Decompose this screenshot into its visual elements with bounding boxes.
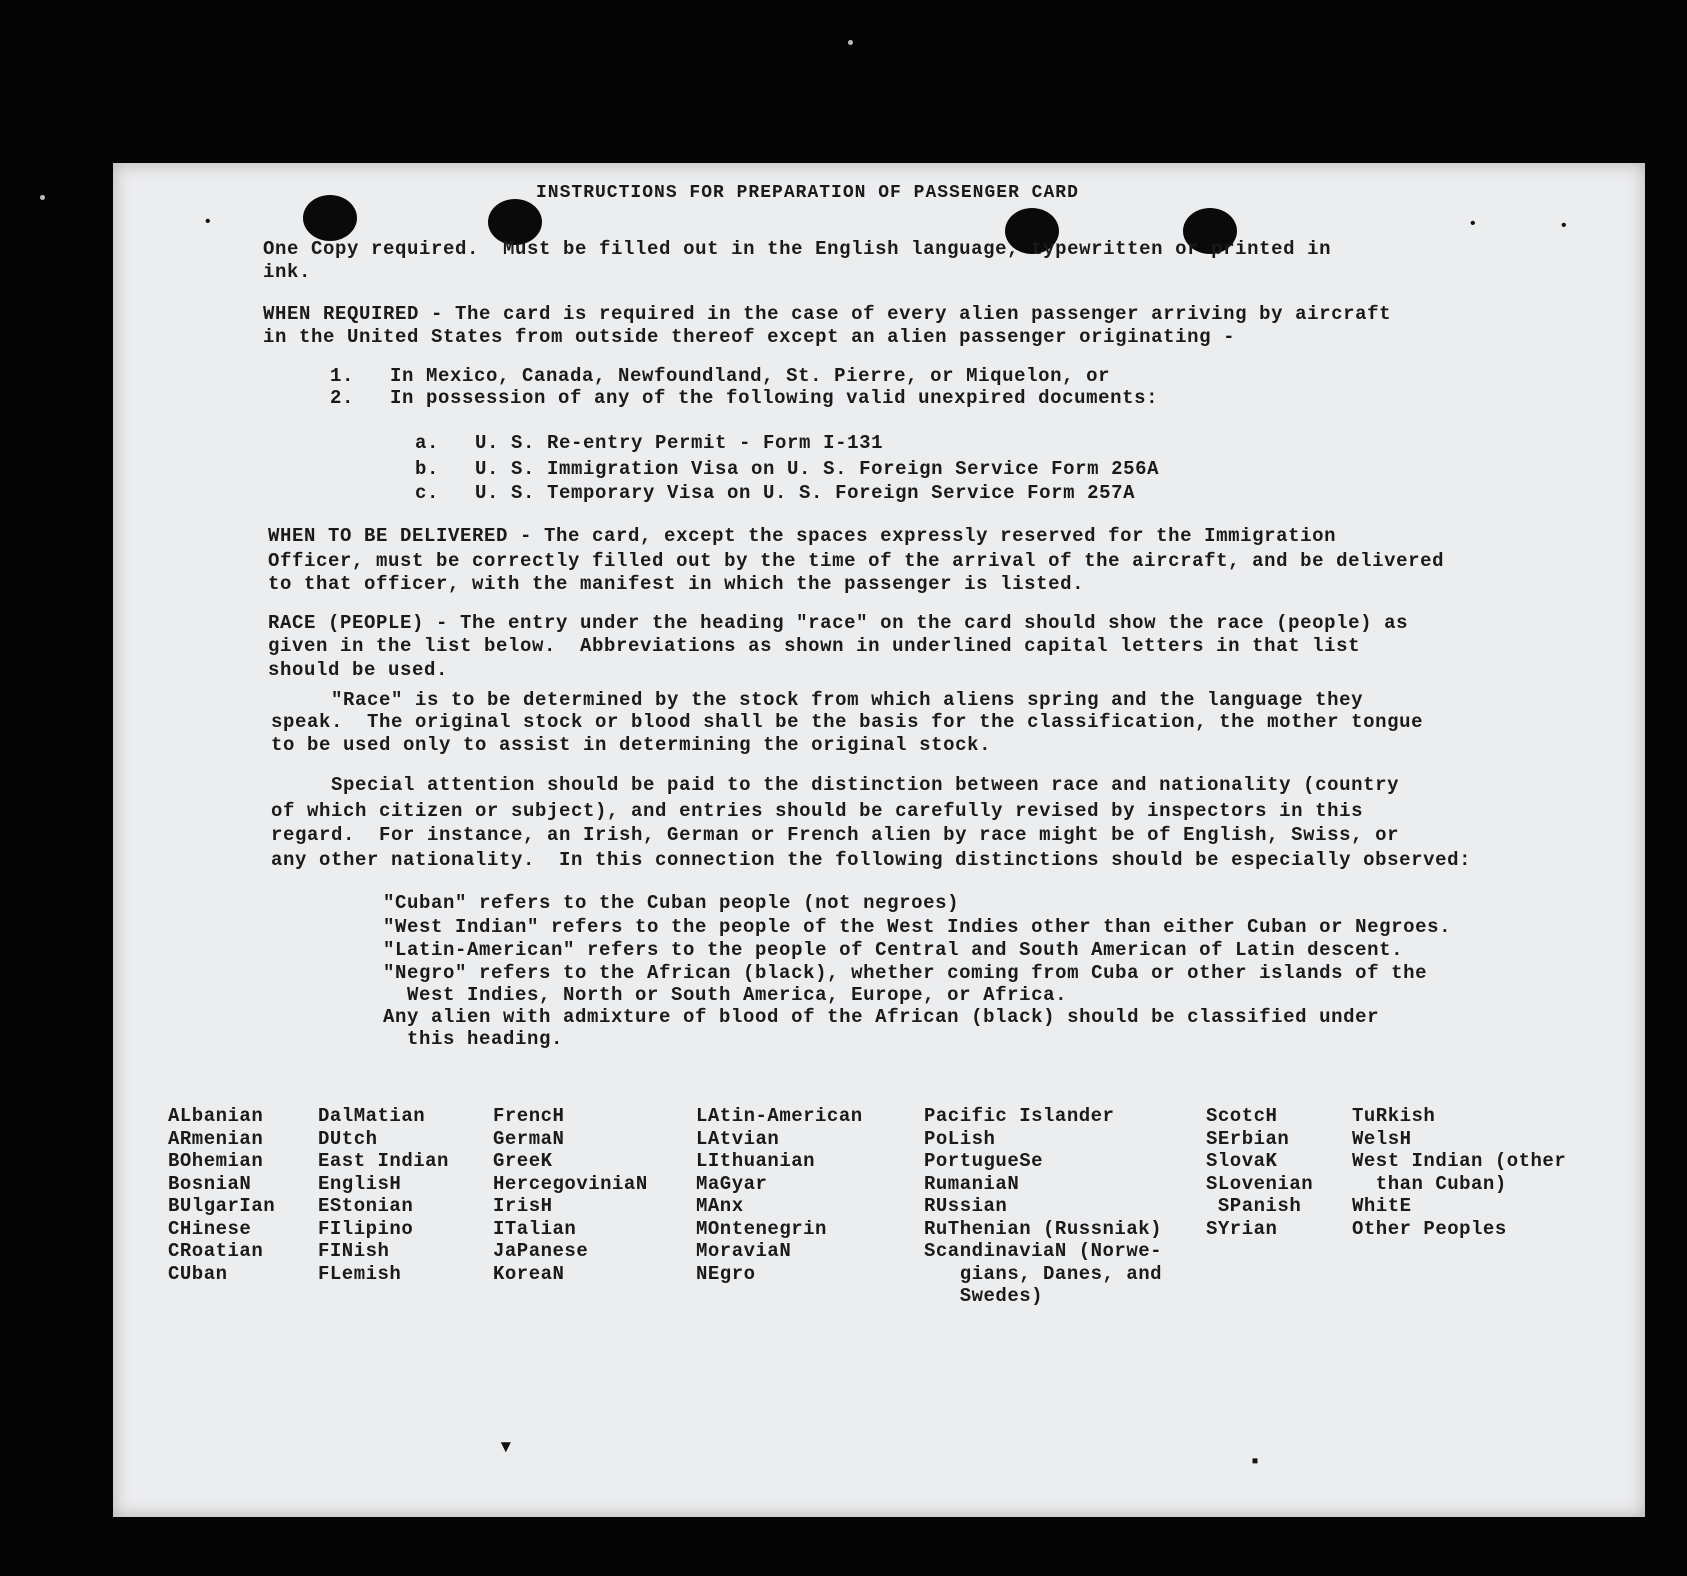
race-entry: BosniaN [168,1172,252,1195]
race-entry: BUlgarIan [168,1195,276,1217]
race-line: should be used. [268,659,449,681]
race-entry: RumaniaN [924,1172,1020,1195]
race-column [1206,1105,1313,1240]
race-column [1352,1105,1566,1240]
race-entry: Pacific Islander [924,1105,1115,1127]
race-column [318,1105,449,1285]
race-entry: ARmenian [168,1127,264,1150]
race-entry: FINish [318,1240,390,1262]
race-entry: CUban [168,1262,228,1285]
ink-mark: • [203,213,213,231]
race-entry: DUtch [318,1127,378,1150]
race-column [924,1105,1162,1308]
distinction-line: "Negro" refers to the African (black), whether coming from Cuba or other islands of the [383,962,1428,984]
race-entry: EStonian [318,1195,414,1217]
when-delivered-line: Officer, must be correctly filled out by the time of the arrival of the aircraft, and be delivered [268,550,1445,572]
when-delivered-line: to that officer, with the manifest in which the passenger is listed. [268,573,1085,595]
race-entry: CHinese [168,1217,252,1240]
race-entry: SErbian [1206,1127,1290,1150]
distinction-line: Any alien with admixture of blood of the African (black) should be classified under [383,1006,1380,1028]
race-entry: CRoatian [168,1240,264,1262]
race-line: given in the list below. Abbreviations as shown in underlined capital letters in that list [268,635,1361,657]
race-column [168,1105,275,1285]
when-delivered-line: WHEN TO BE DELIVERED - The card, except the spaces expressly reserved for the Immigration [268,525,1337,547]
race-entry: SLovenian [1206,1172,1314,1195]
race-entry: ScotcH [1206,1105,1278,1127]
race-entry: DalMatian [318,1105,426,1127]
when-required-line: WHEN REQUIRED - The card is required in the case of every alien passenger arriving by aircraft [263,303,1392,325]
race-entry: MaGyar [696,1172,768,1195]
punch-hole [303,195,357,241]
race-entry: RUssian [924,1195,1008,1217]
race-entry: SYrian [1206,1217,1278,1240]
special-attention-line: Special attention should be paid to the distinction between race and nationality (country [271,774,1400,796]
page-title: INSTRUCTIONS FOR PREPARATION OF PASSENGER CARD [536,183,1079,203]
when-required-line: in the United States from outside thereof except an alien passenger originating - [263,326,1236,348]
race-entry: KoreaN [493,1262,565,1285]
race-definition-line: "Race" is to be determined by the stock from which aliens spring and the language they [271,689,1364,711]
race-entry: HercegoviniaN [493,1172,648,1195]
race-entry: than Cuban) [1352,1172,1507,1195]
race-entry: PortugueSe [924,1150,1044,1172]
race-entry: Other Peoples [1352,1217,1507,1240]
distinction-line: "Latin-American" refers to the people of Central and South American of Latin descent. [383,939,1404,961]
race-entry: ALbanian [168,1105,264,1127]
special-attention-line: regard. For instance, an Irish, German or French alien by race might be of English, Swiss, or [271,824,1400,846]
film-speck [848,40,853,45]
race-line: RACE (PEOPLE) - The entry under the heading "race" on the card should show the race (people) as [268,612,1409,634]
distinction-line: West Indies, North or South America, Europe, or Africa. [383,984,1068,1006]
race-entry: GreeK [493,1150,553,1172]
race-entry: EnglisH [318,1172,402,1195]
intro-line: One Copy required. Must be filled out in the English language, typewritten or printed in [263,238,1332,260]
race-entry: FrencH [493,1105,565,1127]
condition-item: 1. In Mexico, Canada, Newfoundland, St. Pierre, or Miquelon, or [330,365,1111,387]
race-entry: SlovaK [1206,1150,1278,1172]
ink-mark: • [1468,215,1478,233]
race-entry: LAtvian [696,1127,780,1150]
race-entry: TuRkish [1352,1105,1436,1127]
race-entry: ScandinaviaN (Norwe- [924,1240,1163,1262]
race-entry: LIthuanian [696,1150,816,1172]
ink-mark: • [1559,217,1569,235]
race-entry: RuThenian (Russniak) [924,1217,1163,1240]
race-entry: West Indian (other [1352,1150,1567,1172]
race-entry: PoLish [924,1127,996,1150]
document-item: b. U. S. Immigration Visa on U. S. Foreign Service Form 256A [415,458,1160,480]
race-entry: WhitE [1352,1195,1412,1217]
race-entry: gians, Danes, and [924,1262,1163,1285]
special-attention-line: any other nationality. In this connection the following distinctions should be especially observed: [271,849,1472,871]
race-column [493,1105,648,1285]
intro-line: ink. [263,261,312,283]
special-attention-line: of which citizen or subject), and entries should be carefully revised by inspectors in this [271,800,1364,822]
distinction-line: this heading. [383,1028,564,1050]
race-entry: MoraviaN [696,1240,792,1262]
race-definition-line: speak. The original stock or blood shall be the basis for the classification, the mother tongue [271,711,1424,733]
race-entry: JaPanese [493,1240,589,1262]
race-entry: GermaN [493,1127,565,1150]
race-entry: IrisH [493,1195,553,1217]
race-entry: FIlipino [318,1217,414,1240]
ink-mark: ▪ [1249,1451,1262,1474]
race-definition-line: to be used only to assist in determining the original stock. [271,734,992,756]
race-entry: NEgro [696,1262,756,1285]
race-entry: FLemish [318,1262,402,1285]
race-entry: MAnx [696,1195,744,1217]
race-entry: WelsH [1352,1127,1412,1150]
distinction-line: "Cuban" refers to the Cuban people (not negroes) [383,892,960,914]
race-entry: MOntenegrin [696,1217,827,1240]
race-entry: East Indian [318,1150,449,1172]
document-item: a. U. S. Re-entry Permit - Form I-131 [415,432,884,454]
condition-item: 2. In possession of any of the following valid unexpired documents: [330,387,1159,409]
race-entry: ITalian [493,1217,577,1240]
race-entry: Swedes) [924,1285,1044,1307]
race-entry: LAtin-American [696,1105,863,1127]
film-speck [40,195,45,200]
distinction-line: "West Indian" refers to the people of the West Indies other than either Cuban or Negroes. [383,916,1452,938]
document-item: c. U. S. Temporary Visa on U. S. Foreign Service Form 257A [415,482,1136,504]
ink-mark: ▾ [498,1432,514,1462]
race-column [696,1105,863,1285]
race-entry: BOhemian [168,1150,264,1172]
race-entry: SPanish [1206,1195,1302,1217]
